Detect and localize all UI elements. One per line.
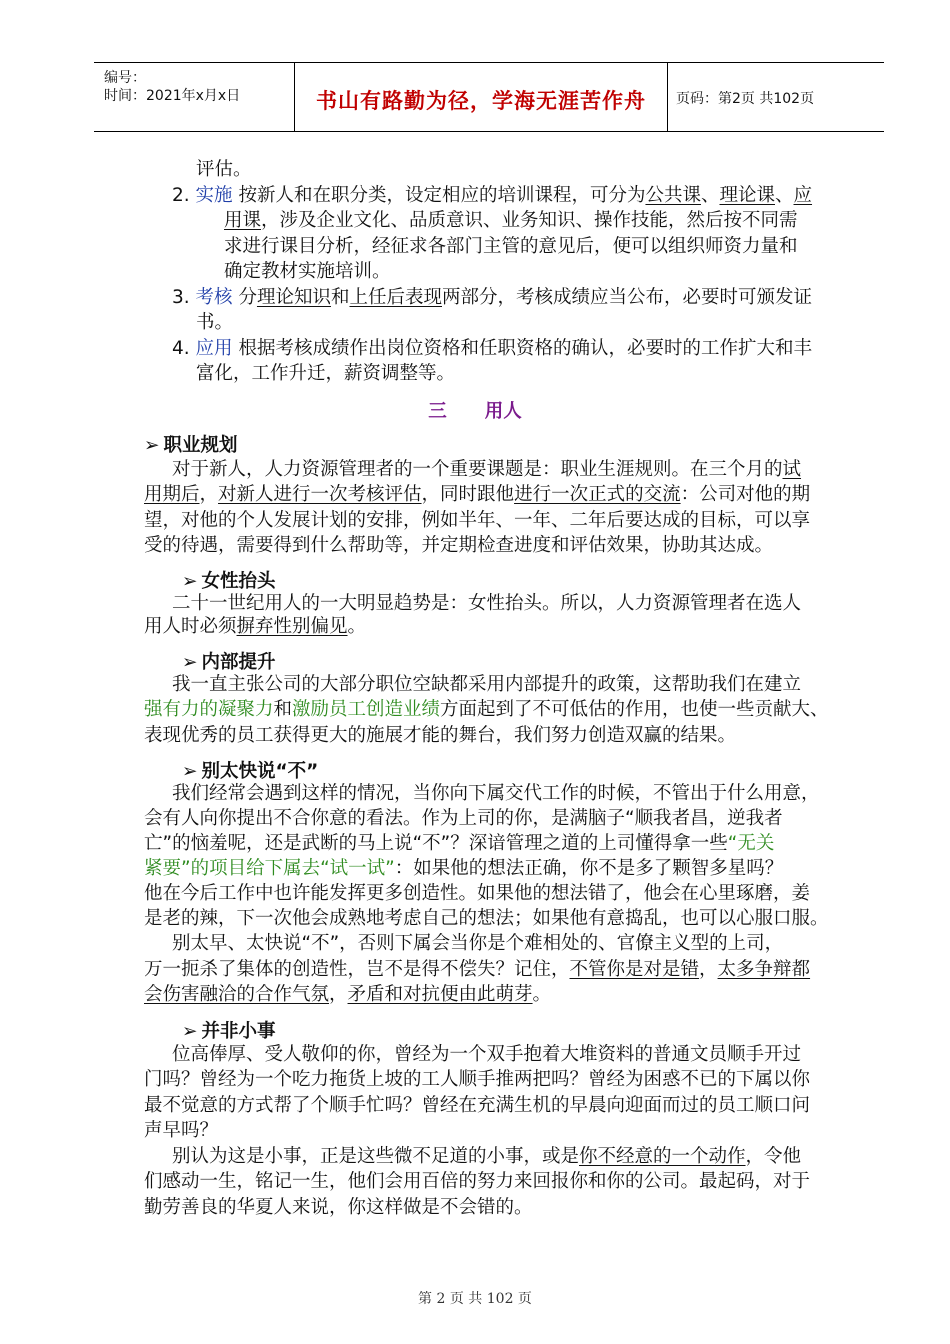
- list-item-3: [172, 286, 812, 310]
- text: ，涉及企业文化、品质意识、业务知识、操作技能，然后按不同需: [261, 210, 798, 231]
- underlined-text: 应: [793, 185, 813, 206]
- arrow-bullet-icon: ➢: [144, 435, 160, 456]
- no-line-6: 是老的辣，下一次他会成熟地考虑自己的想法；如果他有意捣乱，也可以心服口服。: [144, 908, 829, 929]
- page-header: [94, 62, 884, 132]
- underlined-text: 用课: [224, 210, 262, 231]
- text: 万一扼杀了集体的创造性，岂不是得不偿失？记住，: [144, 959, 570, 980]
- underlined-text: 理论课: [719, 185, 775, 206]
- page-footer: 第 2 页 共 102 页: [418, 1291, 532, 1307]
- text: 别认为这是小事，正是这些微不足道的小事，或是: [172, 1146, 580, 1167]
- underlined-text: 矛盾和对抗便由此萌芽: [347, 984, 533, 1005]
- heading-no: [182, 757, 318, 783]
- career-line-1: [172, 458, 801, 482]
- list-item-2-line-3: 求进行课目分析，经征求各部门主管的意见后，便可以组织师资力量和: [224, 236, 798, 257]
- no-line-4: [144, 857, 783, 881]
- underlined-text: 不管你是对是错: [569, 959, 700, 980]
- text: 方面起到了不可低估的作用，也使一些贡献大、: [440, 699, 829, 720]
- small-line-2: 门吗？曾经为一个吃力拖货上坡的工人顺手推两把吗？曾经为困惑不已的下属以你: [144, 1069, 811, 1090]
- text: ，: [329, 984, 348, 1005]
- career-line-2: [144, 483, 810, 507]
- women-line-1: 二十一世纪用人的一大明显趋势是：女性抬头。所以，人力资源管理者在选人: [172, 593, 802, 614]
- underlined-text: 进行一次正式的交流: [514, 484, 681, 505]
- arrow-bullet-icon: ➢: [182, 1021, 198, 1042]
- underlined-text: 对新人进行一次考核评估: [218, 484, 422, 505]
- highlight-text: 强有力的凝聚力: [144, 699, 274, 720]
- arrow-bullet-icon: ➢: [182, 761, 198, 782]
- text: 、: [700, 185, 720, 206]
- career-line-4: 受的待遇，需要得到什么帮助等，并定期检查进度和评估效果，协助其达成。: [144, 535, 774, 556]
- no-line-1: 我们经常会遇到这样的情况，当你向下属交代工作的时候，不管出于什么用意，: [172, 783, 820, 804]
- heading-women: [182, 567, 276, 593]
- small-line-4: 声早吗？: [144, 1120, 219, 1141]
- list-item-3-line-2: 书。: [196, 312, 234, 333]
- list-number: 3.: [172, 287, 190, 308]
- arrow-bullet-icon: ➢: [182, 652, 198, 673]
- underlined-text: 上任后表现: [349, 287, 442, 308]
- no-line-9: [144, 983, 551, 1007]
- list-item-4: [172, 337, 812, 361]
- text: 。: [532, 984, 552, 1005]
- list-tail-line: 评估。: [196, 159, 252, 180]
- underlined-text: 试: [782, 459, 802, 480]
- header-page-cell: [668, 63, 884, 131]
- text: 按新人和在职分类，设定相应的培训课程，可分为: [232, 185, 646, 206]
- list-item-2-line-2: [224, 209, 798, 233]
- text: 。: [347, 616, 367, 637]
- promote-line-2: [144, 698, 829, 722]
- keyword-assess: 考核: [195, 287, 233, 308]
- text: 根据考核成绩作出岗位资格和任职资格的确认，必要时的工作扩大和丰: [232, 338, 812, 359]
- text: 、: [775, 185, 794, 206]
- text: ，: [199, 484, 219, 505]
- underlined-text: 理论知识: [256, 287, 331, 308]
- text: ，令他: [745, 1146, 802, 1167]
- doc-number-label: 编号：: [104, 70, 146, 86]
- list-item-2-line-4: 确定教材实施培训。: [224, 261, 391, 282]
- text: ：公司对他的期: [680, 484, 811, 505]
- arrow-bullet-icon: ➢: [182, 571, 198, 592]
- heading-text: 别太快说“不”: [201, 761, 319, 782]
- small-line-3: 最不觉意的方式帮了个顺手忙吗？曾经在充满生机的早晨向迎面而过的员工顺口问: [144, 1095, 811, 1116]
- text: 分: [232, 287, 257, 308]
- keyword-implement: 实施: [195, 185, 233, 206]
- doc-time-label: 时间：2021年x月x日: [104, 88, 241, 104]
- underlined-text: 用期后: [144, 484, 200, 505]
- text: 和: [330, 287, 350, 308]
- small-line-7: 勤劳善良的华夏人来说，你这样做是不会错的。: [144, 1197, 533, 1218]
- heading-text: 职业规划: [163, 435, 238, 456]
- section-title: [0, 397, 950, 423]
- text: ，: [699, 959, 718, 980]
- promote-line-3: 表现优秀的员工获得更大的施展才能的舞台，我们努力创造双赢的结果。: [144, 725, 737, 746]
- text: 两部分，考核成绩应当公布，必要时可颁发证: [442, 287, 813, 308]
- list-item-2: [172, 184, 812, 208]
- underlined-text: 会伤害融洽的合作气氛: [144, 984, 330, 1005]
- small-line-1: 位高俸厚、受人敬仰的你，曾经为一个双手抱着大堆资料的普通文员顺手开过: [172, 1044, 802, 1065]
- heading-text: 内部提升: [201, 652, 276, 673]
- header-motto: 书山有路勤为径，学海无涯苦作舟: [316, 89, 646, 113]
- underlined-text: 摒弃性别偏见: [236, 616, 348, 637]
- heading-promotion: [182, 648, 276, 674]
- heading-text: 并非小事: [201, 1021, 276, 1042]
- promote-line-1: 我一直主张公司的大部分职位空缺都采用内部提升的政策，这帮助我们在建立: [172, 674, 802, 695]
- heading-small-matter: [182, 1017, 276, 1043]
- section-name: 用人: [484, 401, 522, 422]
- header-page-label: 页码：第2页 共102页: [676, 91, 815, 107]
- keyword-apply: 应用: [195, 338, 233, 359]
- women-line-2: [144, 615, 366, 639]
- no-line-2: 会有人向你提出不合你意的看法。作为上司的你，是满脑子“顺我者昌，逆我者: [144, 808, 783, 829]
- underlined-text: 你不经意的一个动作: [579, 1146, 746, 1167]
- underlined-text: 太多争辩都: [717, 959, 811, 980]
- list-number: 4.: [172, 338, 190, 359]
- no-line-7: 别太早、太快说“不”，否则下属会当你是个难相处的、官僚主义型的上司，: [172, 933, 784, 954]
- list-number: 2.: [172, 185, 190, 206]
- career-line-3: 望，对他的个人发展计划的安排，例如半年、一年、二年后要达成的目标，可以享: [144, 510, 811, 531]
- no-line-8: [144, 958, 810, 982]
- no-line-3: [144, 832, 774, 856]
- text: 用人时必须: [144, 616, 237, 637]
- text: 和: [273, 699, 293, 720]
- header-motto-cell: [295, 63, 668, 131]
- text: ，同时跟他: [421, 484, 515, 505]
- header-meta-cell: [94, 63, 295, 131]
- underlined-text: 公共课: [645, 185, 701, 206]
- highlight-text: 紧要”的项目给下属去“试一试”: [144, 858, 395, 879]
- text: 对于新人，人力资源管理者的一个重要课题是：职业生涯规则。在三个月的: [172, 459, 783, 480]
- text: 亡”的恼羞呢，还是武断的马上说“不”？深谙管理之道的上司懂得拿一些: [144, 833, 728, 854]
- heading-text: 女性抬头: [201, 571, 276, 592]
- heading-career: [144, 431, 238, 457]
- small-line-5: [172, 1145, 801, 1169]
- text: ：如果他的想法正确，你不是多了颗智多星吗？: [394, 858, 784, 879]
- highlight-text: “无关: [727, 833, 775, 854]
- small-line-6: 们感动一生，铭记一生，他们会用百倍的努力来回报你和你的公司。最起码，对于: [144, 1171, 811, 1192]
- list-item-4-line-2: 富化，工作升迁，薪资调整等。: [196, 363, 456, 384]
- highlight-text: 激励员工创造业绩: [292, 699, 441, 720]
- no-line-5: 他在今后工作中也许能发挥更多创造性。如果他的想法错了，他会在心里琢磨，姜: [144, 883, 811, 904]
- section-number: 三: [428, 401, 447, 422]
